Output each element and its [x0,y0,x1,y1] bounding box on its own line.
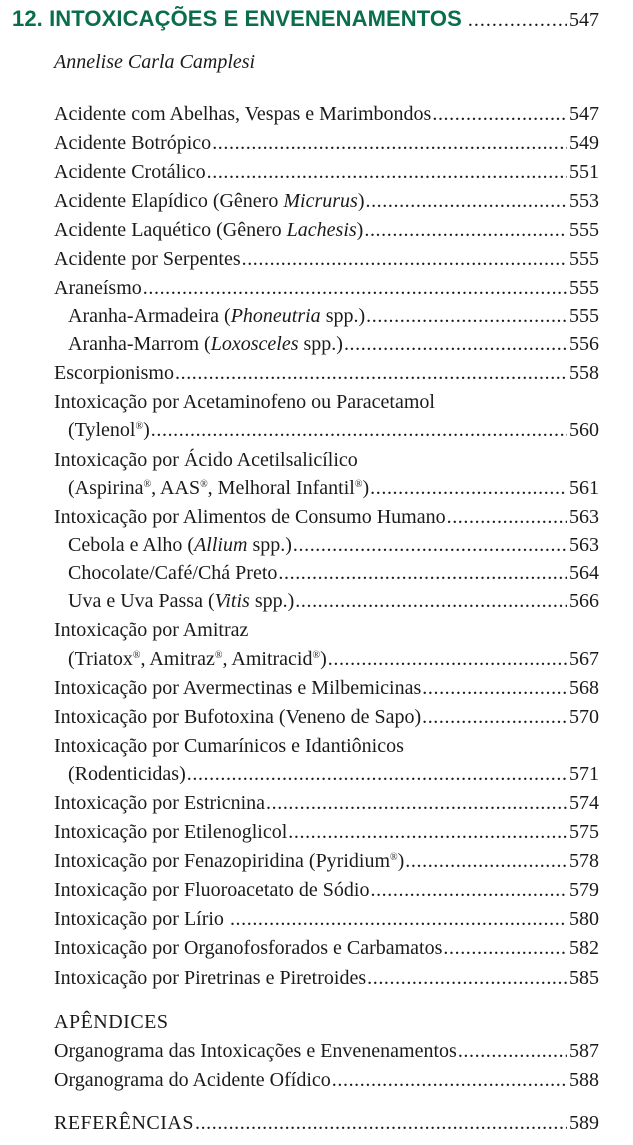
toc-entry-label: Intoxicação por Piretrinas e Piretroides [54,967,367,989]
dot-leader [212,129,567,157]
toc-entry-page: 580 [569,908,599,930]
toc-entry[interactable] [54,216,599,244]
dot-leader [367,964,567,992]
author-name: Annelise Carla Camplesi [54,51,256,73]
dot-leader [187,760,567,788]
toc-entry-label: Intoxicação por Avermectinas e Milbemicinas [54,677,422,699]
dot-leader [458,1037,567,1065]
toc-entry[interactable] [54,934,599,962]
toc-entry-label: Aranha-Marrom (Loxosceles spp.) [68,333,343,355]
dot-leader [370,474,567,502]
toc-entry-page: 575 [569,821,599,843]
toc-entry-label: Acidente Botrópico [54,132,212,154]
dot-leader [447,503,567,531]
toc-entry[interactable] [68,645,599,673]
toc-entry-page: 553 [569,190,599,212]
toc-entry-page: 547 [569,103,599,125]
toc-entry-label: Escorpionismo [54,362,174,384]
dot-leader [422,674,567,702]
toc-entry-page: 555 [569,277,599,299]
toc-entry-label: Intoxicação por Fluoroacetato de Sódio [54,879,370,901]
toc-entry-label: (Rodenticidas) [68,763,186,785]
toc-entry-label: (Aspirina®, AAS®, Melhoral Infantil®) [68,477,370,499]
toc-entry-page: 558 [569,362,599,384]
toc-entry-label: Uva e Uva Passa (Vitis spp.) [68,590,295,612]
dot-leader [365,187,567,215]
toc-entry-label: Acidente Laquético (Gênero Lachesis) [54,219,364,241]
toc-entry-page: 570 [569,706,599,728]
toc-entry-label: Intoxicação por Organofosforados e Carbamatos [54,937,443,959]
toc-subentry[interactable] [68,587,599,615]
toc-entry[interactable] [54,674,599,702]
toc-entry-page: 588 [569,1069,599,1091]
toc-entry-page: 555 [569,305,599,327]
toc-entry-page: 560 [569,419,599,441]
toc-entry-page: 556 [569,333,599,355]
dot-leader [293,531,567,559]
toc-entry-page: 566 [569,590,599,612]
appendices-heading: APÊNDICES [54,1011,169,1033]
toc-entry[interactable] [54,905,599,933]
toc-entry-page: 555 [569,248,599,270]
dot-leader [344,330,567,358]
dot-leader [143,274,567,302]
toc-subentry[interactable] [68,330,599,358]
toc-entry-label: Acidente Elapídico (Gênero Micrurus) [54,190,365,212]
toc-entry-page: 551 [569,161,599,183]
toc-entry-label: (Triatox®, Amitraz®, Amitracid®) [68,648,327,670]
toc-entry[interactable] [54,789,599,817]
toc-entry-page: 568 [569,677,599,699]
toc-entry-page: 589 [569,1112,599,1134]
toc-entry-label: Intoxicação por Alimentos de Consumo Humano [54,506,446,528]
toc-entry-page: 563 [569,506,599,528]
toc-entry-label: Acidente com Abelhas, Vespas e Marimbondos [54,103,432,125]
dot-leader [370,876,567,904]
toc-entry-line1[interactable]: Intoxicação por Cumarínicos e Idantiônicos [54,735,404,757]
dot-leader [175,359,567,387]
toc-entry[interactable] [54,503,599,531]
dot-leader [364,216,567,244]
toc-entry-line1[interactable]: Intoxicação por Ácido Acetilsalicílico [54,449,358,471]
toc-entry-page: 585 [569,967,599,989]
dot-leader [405,847,567,875]
dot-leader [266,789,567,817]
toc-entry[interactable] [54,1037,599,1065]
toc-entry-label: Organograma das Intoxicações e Envenenamentos [54,1040,457,1062]
toc-entry-label: Intoxicação por Lírio [54,908,229,930]
dot-leader [288,818,567,846]
toc-subentry[interactable] [68,559,599,587]
toc-entry-page: 561 [569,477,599,499]
chapter-title: 12. INTOXICAÇÕES E ENVENENAMENTOS [12,6,462,31]
dot-leader [295,587,567,615]
toc-entry[interactable] [54,129,599,157]
toc-entry-page: 574 [569,792,599,814]
toc-entry-label: Araneísmo [54,277,142,299]
dot-leader [242,245,567,273]
dot-leader [230,905,567,933]
dot-leader [432,100,567,128]
toc-entry-page: 564 [569,562,599,584]
dot-leader [278,559,567,587]
references-entry[interactable] [54,1109,599,1137]
toc-entry[interactable] [54,245,599,273]
dot-leader [207,158,567,186]
toc-entry[interactable] [54,847,599,875]
toc-entry[interactable] [54,187,599,215]
toc-entry[interactable] [54,359,599,387]
toc-subentry[interactable] [68,302,599,330]
toc-entry-label: Organograma do Acidente Ofídico [54,1069,331,1091]
toc-entry-label: Intoxicação por Etilenoglicol [54,821,288,843]
toc-entry-label: Acidente por Serpentes [54,248,241,270]
toc-entry-label: Cebola e Alho (Allium spp.) [68,534,292,556]
toc-entry[interactable] [54,818,599,846]
toc-entry-label: Intoxicação por Fenazopiridina (Pyridium®) [54,850,405,872]
toc-entry[interactable] [54,703,599,731]
dot-leader [332,1066,567,1094]
toc-entry[interactable] [54,274,599,302]
toc-entry[interactable] [68,760,599,788]
toc-entry-page: 579 [569,879,599,901]
toc-entry[interactable] [54,1066,599,1094]
toc-entry-label: Acidente Crotálico [54,161,206,183]
toc-entry-label: Aranha-Armadeira (Phoneutria spp.) [68,305,366,327]
toc-entry[interactable] [54,876,599,904]
toc-entry[interactable] [54,158,599,186]
toc-entry-page: 555 [569,219,599,241]
toc-entry-page: 578 [569,850,599,872]
toc-entry-page: 571 [569,763,599,785]
dot-leader [151,416,567,444]
references-label: REFERÊNCIAS [54,1112,194,1134]
toc-entry-label: Chocolate/Café/Chá Preto [68,562,278,584]
chapter-page-number: 547 [569,9,599,31]
toc-entry[interactable] [54,100,599,128]
toc-subentry[interactable] [68,531,599,559]
dot-leader [443,934,567,962]
dot-leader [468,9,567,32]
toc-entry-page: 567 [569,648,599,670]
toc-entry-label: Intoxicação por Bufotoxina (Veneno de Sapo) [54,706,422,728]
toc-entry-label: Intoxicação por Estricnina [54,792,266,814]
chapter-heading [12,6,599,38]
toc-entry-line1[interactable]: Intoxicação por Amitraz [54,619,249,641]
dot-leader [422,703,567,731]
toc-entry-page: 563 [569,534,599,556]
dot-leader [195,1109,567,1137]
dot-leader [328,645,567,673]
toc-entry[interactable] [68,474,599,502]
dot-leader [366,302,567,330]
toc-entry-page: 587 [569,1040,599,1062]
toc-entry-line1[interactable]: Intoxicação por Acetaminofeno ou Paracetamol [54,391,435,413]
toc-entry-page: 582 [569,937,599,959]
toc-entry-label: (Tylenol®) [68,419,150,441]
toc-entry[interactable] [54,964,599,992]
toc-entry-page: 549 [569,132,599,154]
toc-entry[interactable] [68,416,599,444]
